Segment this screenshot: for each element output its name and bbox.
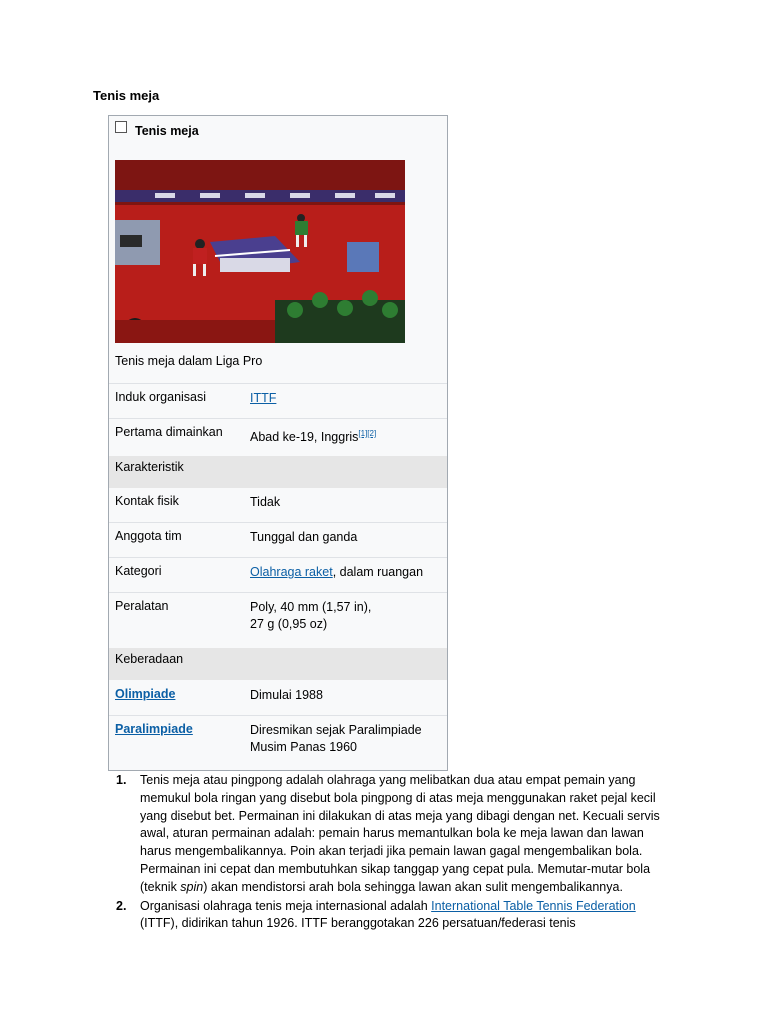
value-kontak-fisik: Tidak (250, 495, 281, 509)
infobox-caption: Tenis meja dalam Liga Pro (115, 354, 263, 368)
list-number: 2. (116, 898, 127, 913)
link-ittf[interactable]: ITTF (250, 391, 277, 405)
label-anggota-tim: Anggota tim (115, 529, 182, 543)
value-pertama-dimainkan: Abad ke-19, Inggris[1][2] (250, 429, 377, 445)
list-item (116, 772, 676, 897)
label-kontak-fisik: Kontak fisik (115, 494, 179, 508)
value-paralimpiade: Diresmikan sejak Paralimpiade Musim Panas 1960 (250, 723, 422, 754)
link-paralimpiade[interactable]: Paralimpiade (115, 722, 193, 736)
list-number: 1. (116, 773, 127, 787)
paragraph-text: Organisasi olahraga tenis meja internasional adalah International Table Tennis Federation (ITTF), didirikan tahun 1926. ITTF beranggotakan 226 persatuan/federasi tenis (140, 898, 636, 931)
section-keberadaan: Keberadaan (109, 648, 447, 680)
label-pertama-dimainkan: Pertama dimainkan (115, 425, 223, 439)
link-olahraga-raket[interactable]: Olahraga raket (250, 565, 333, 579)
label-peralatan: Peralatan (115, 599, 169, 613)
article-list (116, 772, 676, 934)
infobox-header (115, 124, 199, 138)
value-peralatan: Poly, 40 mm (1,57 in), 27 g (0,95 oz) (250, 600, 372, 631)
label-kategori: Kategori (115, 564, 162, 578)
value-olimpiade: Dimulai 1988 (250, 688, 323, 702)
reference-links[interactable]: [1][2] (358, 429, 377, 438)
value-kategori: Olahraga raket, dalam ruangan (250, 565, 424, 579)
value-anggota-tim: Tunggal dan ganda (250, 530, 358, 544)
link-olimpiade[interactable]: Olimpiade (115, 687, 176, 701)
page-title: Tenis meja (93, 88, 160, 103)
link-ittf-full[interactable]: International Table Tennis Federation (431, 898, 636, 913)
infobox (108, 115, 448, 771)
paragraph-text: Tenis meja atau pingpong adalah olahraga yang melibatkan dua atau empat pemain yang memukul bola ringan yang disebut bola pingpong di atas meja menggunakan raket pejal kecil yang disebut bet. Permainan ini dilakukan di atas meja yang dibagi dengan net. Kecuali servis awal, aturan permainan adalah: pemain harus memantulkan bola ke meja lawan dan lawan harus mengembalikannya. Poin akan terjadi jika pemain lawan gagal mengembalikan bola. Permainan ini cepat dan membutuhkan sikap tanggap yang cepat pula. Memutar-mutar bola (teknik spin) akan mendistorsi arah bola sehingga lawan akan sulit mengembalikannya. (140, 773, 660, 894)
checkbox-icon[interactable] (115, 121, 127, 133)
section-karakteristik: Karakteristik (109, 456, 447, 488)
list-item (116, 898, 676, 934)
table-tennis-photo[interactable] (115, 160, 405, 343)
label-induk-organisasi: Induk organisasi (115, 390, 207, 404)
infobox-title: Tenis meja (135, 124, 199, 138)
